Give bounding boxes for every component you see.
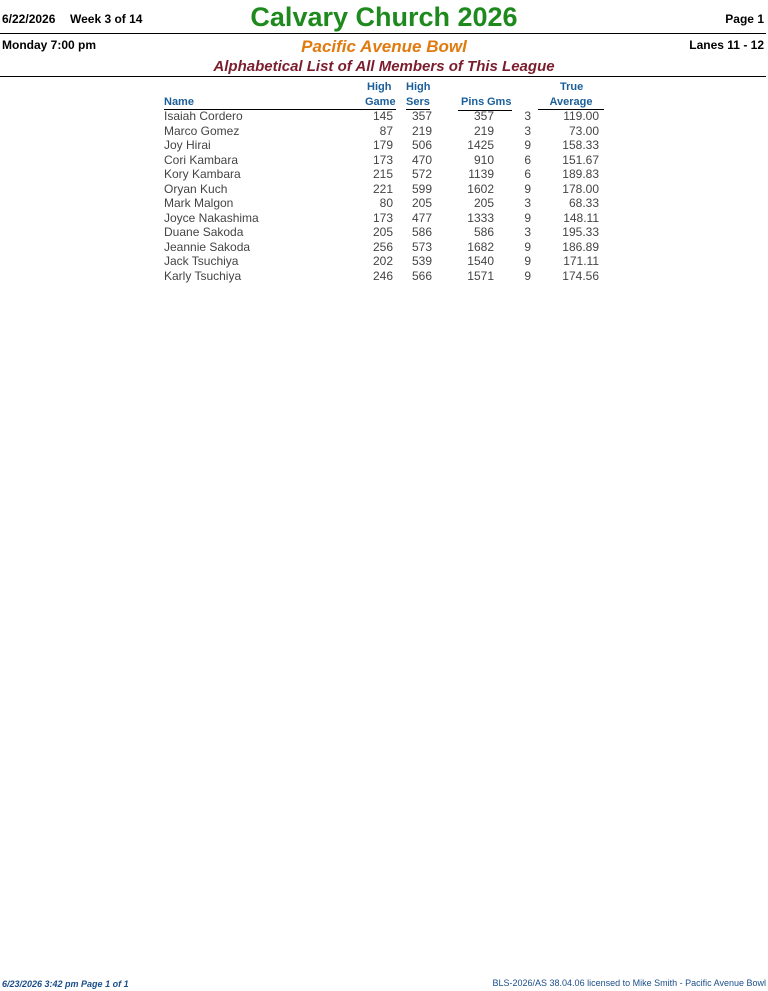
member-average: 73.00 [568, 123, 599, 138]
col-average-header: Average [538, 96, 604, 110]
table-row [164, 153, 599, 168]
member-high-series: 573 [411, 239, 432, 254]
member-pins: 1602 [467, 181, 494, 196]
table-row [164, 124, 599, 139]
member-high-game: 145 [372, 109, 393, 123]
member-games: 9 [524, 239, 531, 254]
member-games: 9 [524, 181, 531, 196]
member-pins: 205 [473, 196, 494, 210]
week-label: Week 3 of 14 [70, 12, 143, 26]
member-pins: 1425 [467, 138, 494, 152]
member-games: 3 [524, 196, 531, 210]
member-high-game: 173 [372, 152, 393, 167]
member-name: Kory Kambara [164, 167, 241, 181]
member-high-series: 477 [411, 210, 432, 225]
member-average: 68.33 [568, 196, 599, 210]
page-number: Page 1 [725, 12, 764, 26]
footer-printed: 6/23/2026 3:42 pm Page 1 of 1 [2, 979, 129, 989]
table-row [164, 109, 599, 124]
member-average: 178.00 [562, 181, 599, 196]
day-time: Monday 7:00 pm [2, 38, 97, 52]
member-games: 3 [524, 225, 531, 239]
members-table [164, 109, 599, 283]
member-high-game: 87 [379, 123, 393, 138]
member-pins: 1333 [467, 210, 494, 225]
col-high-sers-top: High [406, 81, 431, 93]
member-name: Jack Tsuchiya [164, 254, 239, 268]
member-high-game: 202 [372, 254, 393, 268]
member-high-game: 221 [372, 181, 393, 196]
header-rule-bottom [0, 76, 766, 77]
member-games: 3 [524, 109, 531, 123]
member-games: 9 [524, 254, 531, 268]
member-games: 9 [524, 210, 531, 225]
col-high-sers-header: Sers [406, 96, 430, 108]
member-pins: 1682 [467, 239, 494, 254]
col-name-header [164, 96, 373, 110]
table-row [164, 269, 599, 284]
member-high-series: 599 [411, 181, 432, 196]
member-pins: 1139 [468, 167, 494, 181]
member-high-game: 215 [372, 167, 393, 181]
member-pins: 586 [473, 225, 494, 239]
table-row [164, 138, 599, 153]
member-games: 9 [524, 138, 531, 152]
member-name: Jeannie Sakoda [164, 239, 251, 254]
bowling-center: Pacific Avenue Bowl [301, 37, 467, 56]
member-pins: 1571 [467, 268, 494, 283]
member-name: Joy Hirai [164, 138, 211, 152]
report-title: Alphabetical List of All Members of This League [213, 58, 555, 75]
member-average: 174.56 [562, 268, 599, 283]
col-gms-header: Gms [487, 96, 512, 108]
col-high-game-top: High [367, 81, 392, 93]
member-high-series: 205 [411, 196, 432, 210]
member-high-game: 173 [372, 210, 393, 225]
member-games: 6 [524, 152, 531, 167]
lanes-label: Lanes 11 - 12 [689, 38, 764, 52]
col-high-game-header: Game [365, 96, 396, 108]
member-high-series: 506 [411, 138, 432, 152]
member-name: Duane Sakoda [164, 225, 244, 239]
member-average: 119.00 [563, 109, 599, 123]
member-games: 9 [524, 268, 531, 283]
table-row [164, 182, 599, 197]
member-average: 186.89 [562, 239, 599, 254]
table-row [164, 240, 599, 255]
table-row [164, 196, 599, 211]
member-high-game: 179 [372, 138, 393, 152]
member-average: 158.33 [562, 138, 599, 152]
col-name-label: Name [164, 96, 373, 110]
table-row [164, 167, 599, 182]
member-pins: 357 [473, 109, 494, 123]
member-high-game: 256 [372, 239, 393, 254]
member-high-game: 205 [372, 225, 393, 239]
member-average: 151.67 [562, 152, 599, 167]
member-average: 189.83 [562, 167, 599, 181]
member-name: Mark Malgon [164, 196, 234, 210]
member-pins: 219 [473, 123, 494, 138]
member-games: 6 [524, 167, 531, 181]
member-average: 148.11 [563, 210, 599, 225]
header-rule-top [0, 33, 766, 34]
member-name: Oryan Kuch [164, 181, 228, 196]
footer-license: BLS-2026/AS 38.04.06 licensed to Mike Smith - Pacific Avenue Bowl [492, 978, 766, 988]
member-pins: 1540 [467, 254, 494, 268]
member-name: Karly Tsuchiya [164, 268, 242, 283]
member-average: 195.33 [562, 225, 599, 239]
member-high-game: 246 [372, 268, 393, 283]
member-high-series: 572 [411, 167, 432, 181]
member-high-series: 470 [411, 152, 432, 167]
league-title: Calvary Church 2026 [250, 2, 518, 32]
member-name: Cori Kambara [164, 152, 239, 167]
member-average: 171.11 [563, 254, 599, 268]
member-pins: 910 [473, 152, 494, 167]
col-pins-header: Pins [461, 96, 485, 108]
table-row [164, 225, 599, 240]
table-row [164, 254, 599, 269]
member-high-series: 566 [411, 268, 432, 283]
member-name: Joyce Nakashima [164, 210, 259, 225]
member-high-series: 357 [411, 109, 432, 123]
member-high-series: 539 [411, 254, 432, 268]
col-true-top: True [560, 81, 584, 93]
member-high-series: 219 [411, 123, 432, 138]
member-games: 3 [524, 123, 531, 138]
member-high-series: 586 [411, 225, 432, 239]
report-date: 6/22/2026 [2, 12, 56, 26]
member-name: Isaiah Cordero [164, 109, 243, 123]
member-high-game: 80 [379, 196, 393, 210]
member-name: Marco Gomez [164, 123, 240, 138]
table-row [164, 211, 599, 226]
